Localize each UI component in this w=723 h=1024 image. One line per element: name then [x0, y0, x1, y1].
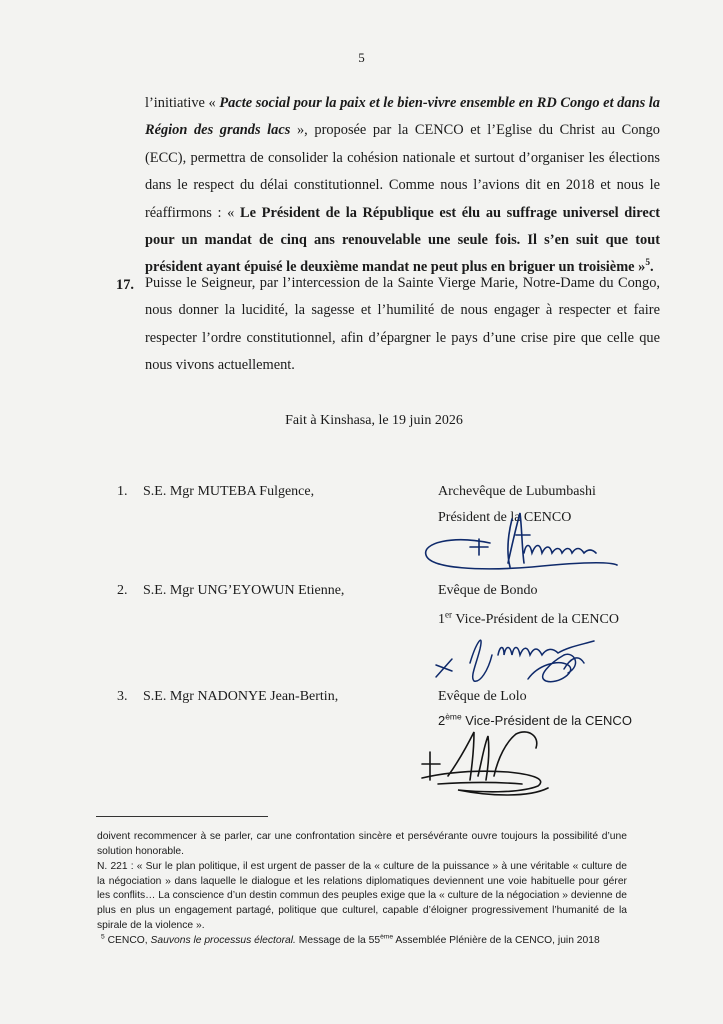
footnote-5-text-end: Assemblée Plénière de la CENCO, juin 2018	[393, 935, 600, 946]
footnote-ref-5: 5	[645, 258, 651, 269]
signature-2	[418, 625, 623, 695]
footnote-5-author: CENCO,	[104, 935, 151, 946]
footnote-5-title: Sauvons le processus électoral.	[150, 935, 296, 946]
signatory-3-name-text: S.E. Mgr NADONYE Jean-Bertin,	[143, 689, 339, 704]
page-number: 5	[358, 50, 365, 65]
footnote-5	[101, 934, 631, 949]
signatory-2-role-text: Vice-Président de la CENCO	[452, 612, 619, 627]
footnote-n221: N. 221 : « Sur le plan politique, il est urgent de passer de la « culture de la puissance » à une véritable « culture de la négociation » dans laquelle le dialogue et les relations diplomatiques deviennent une voie habituelle pour gérer les conflits… La conscience d’un destin commun des peuples exige que la « culture de la négociation » devienne de plus en plus un engagement partagé, politique que culturel, capable d’éloigner progressivement l’humanité de la spirale de la violence ».	[97, 861, 627, 931]
paragraph-16	[145, 90, 660, 282]
signatory-3-title: Evêque de Lolo	[438, 689, 527, 704]
footnote-rule	[96, 816, 268, 817]
signatory-2-name	[117, 583, 344, 599]
paragraph-17: Puisse le Seigneur, par l’intercession de la Sainte Vierge Marie, Notre-Dame du Congo, nous donner la lucidité, la sagesse et l’humilité de nous engager à respecter et faire respecter l’ordre constitutionnel, afin d’épargner le pays d’une crise pire que celle que nous vivons actuellement.	[145, 275, 660, 374]
footnote-continuation: doivent recommencer à se parler, car une confrontation sincère et persévérante ouvre toujours la possibilité d’une solution honorable.	[97, 831, 627, 857]
p16-body: », proposée par la CENCO et l’Eglise du Christ au Congo (ECC), permettra de consolider la cohésion nationale et surtout d’organiser les élections dans le respect du délai constitutionnel. Comme nous l’avions dit en 2018 et nous le réaffirmons : «	[145, 122, 660, 221]
signatory-3-role-text: Vice-Président de la CENCO	[461, 713, 632, 728]
signatory-3-index: 3.	[117, 689, 128, 704]
signatory-2-title: Evêque de Bondo	[438, 583, 538, 598]
signatory-2-role-ordinal: 1	[438, 612, 445, 627]
signatory-1-title: Archevêque de Lubumbashi	[438, 484, 596, 499]
signatory-3-name	[117, 689, 338, 705]
p16-quote-close: »	[634, 259, 646, 276]
signatory-1-name-text: S.E. Mgr MUTEBA Fulgence,	[143, 484, 315, 499]
place-date: Fait à Kinshasa, le 19 juin 2026	[285, 413, 463, 428]
paragraph-17-number: 17.	[116, 277, 134, 293]
signatory-1-index: 1.	[117, 484, 128, 499]
signatory-2-index: 2.	[117, 583, 128, 598]
signature-3	[418, 722, 618, 800]
signatory-2-role-ordinal-suffix: er	[445, 609, 453, 620]
signatory-1-role: Président de la CENCO	[438, 510, 572, 525]
p16-initiative-title-1: Pacte social pour la paix et le bien-vivre ensemble en RD Congo et dans	[219, 95, 646, 111]
footnote-5-mark: 5	[101, 933, 105, 941]
p16-initiative-title-2: la Région des grands lacs	[145, 95, 660, 139]
p16-intro: l’initiative «	[145, 95, 220, 111]
signatory-3-role-ordinal-suffix: ème	[445, 711, 462, 722]
p16-quote: Le Président de la République est élu au suffrage universel direct pour un mandat de cinq ans renouvelable une seule fois. Il s’en suit que tout président ayant épuisé le deuxième mandat ne peut plus en briguer un troisième	[145, 204, 660, 276]
footnote-5-ordinal-suffix: ème	[380, 933, 394, 941]
signature-1	[412, 505, 627, 580]
signatory-1-name	[117, 484, 314, 500]
signatory-2-name-text: S.E. Mgr UNG’EYOWUN Etienne,	[143, 583, 345, 598]
p16-end: .	[650, 259, 654, 276]
signatory-3-role-ordinal: 2	[438, 713, 446, 728]
footnote-5-text: Message de la 55	[295, 935, 381, 946]
